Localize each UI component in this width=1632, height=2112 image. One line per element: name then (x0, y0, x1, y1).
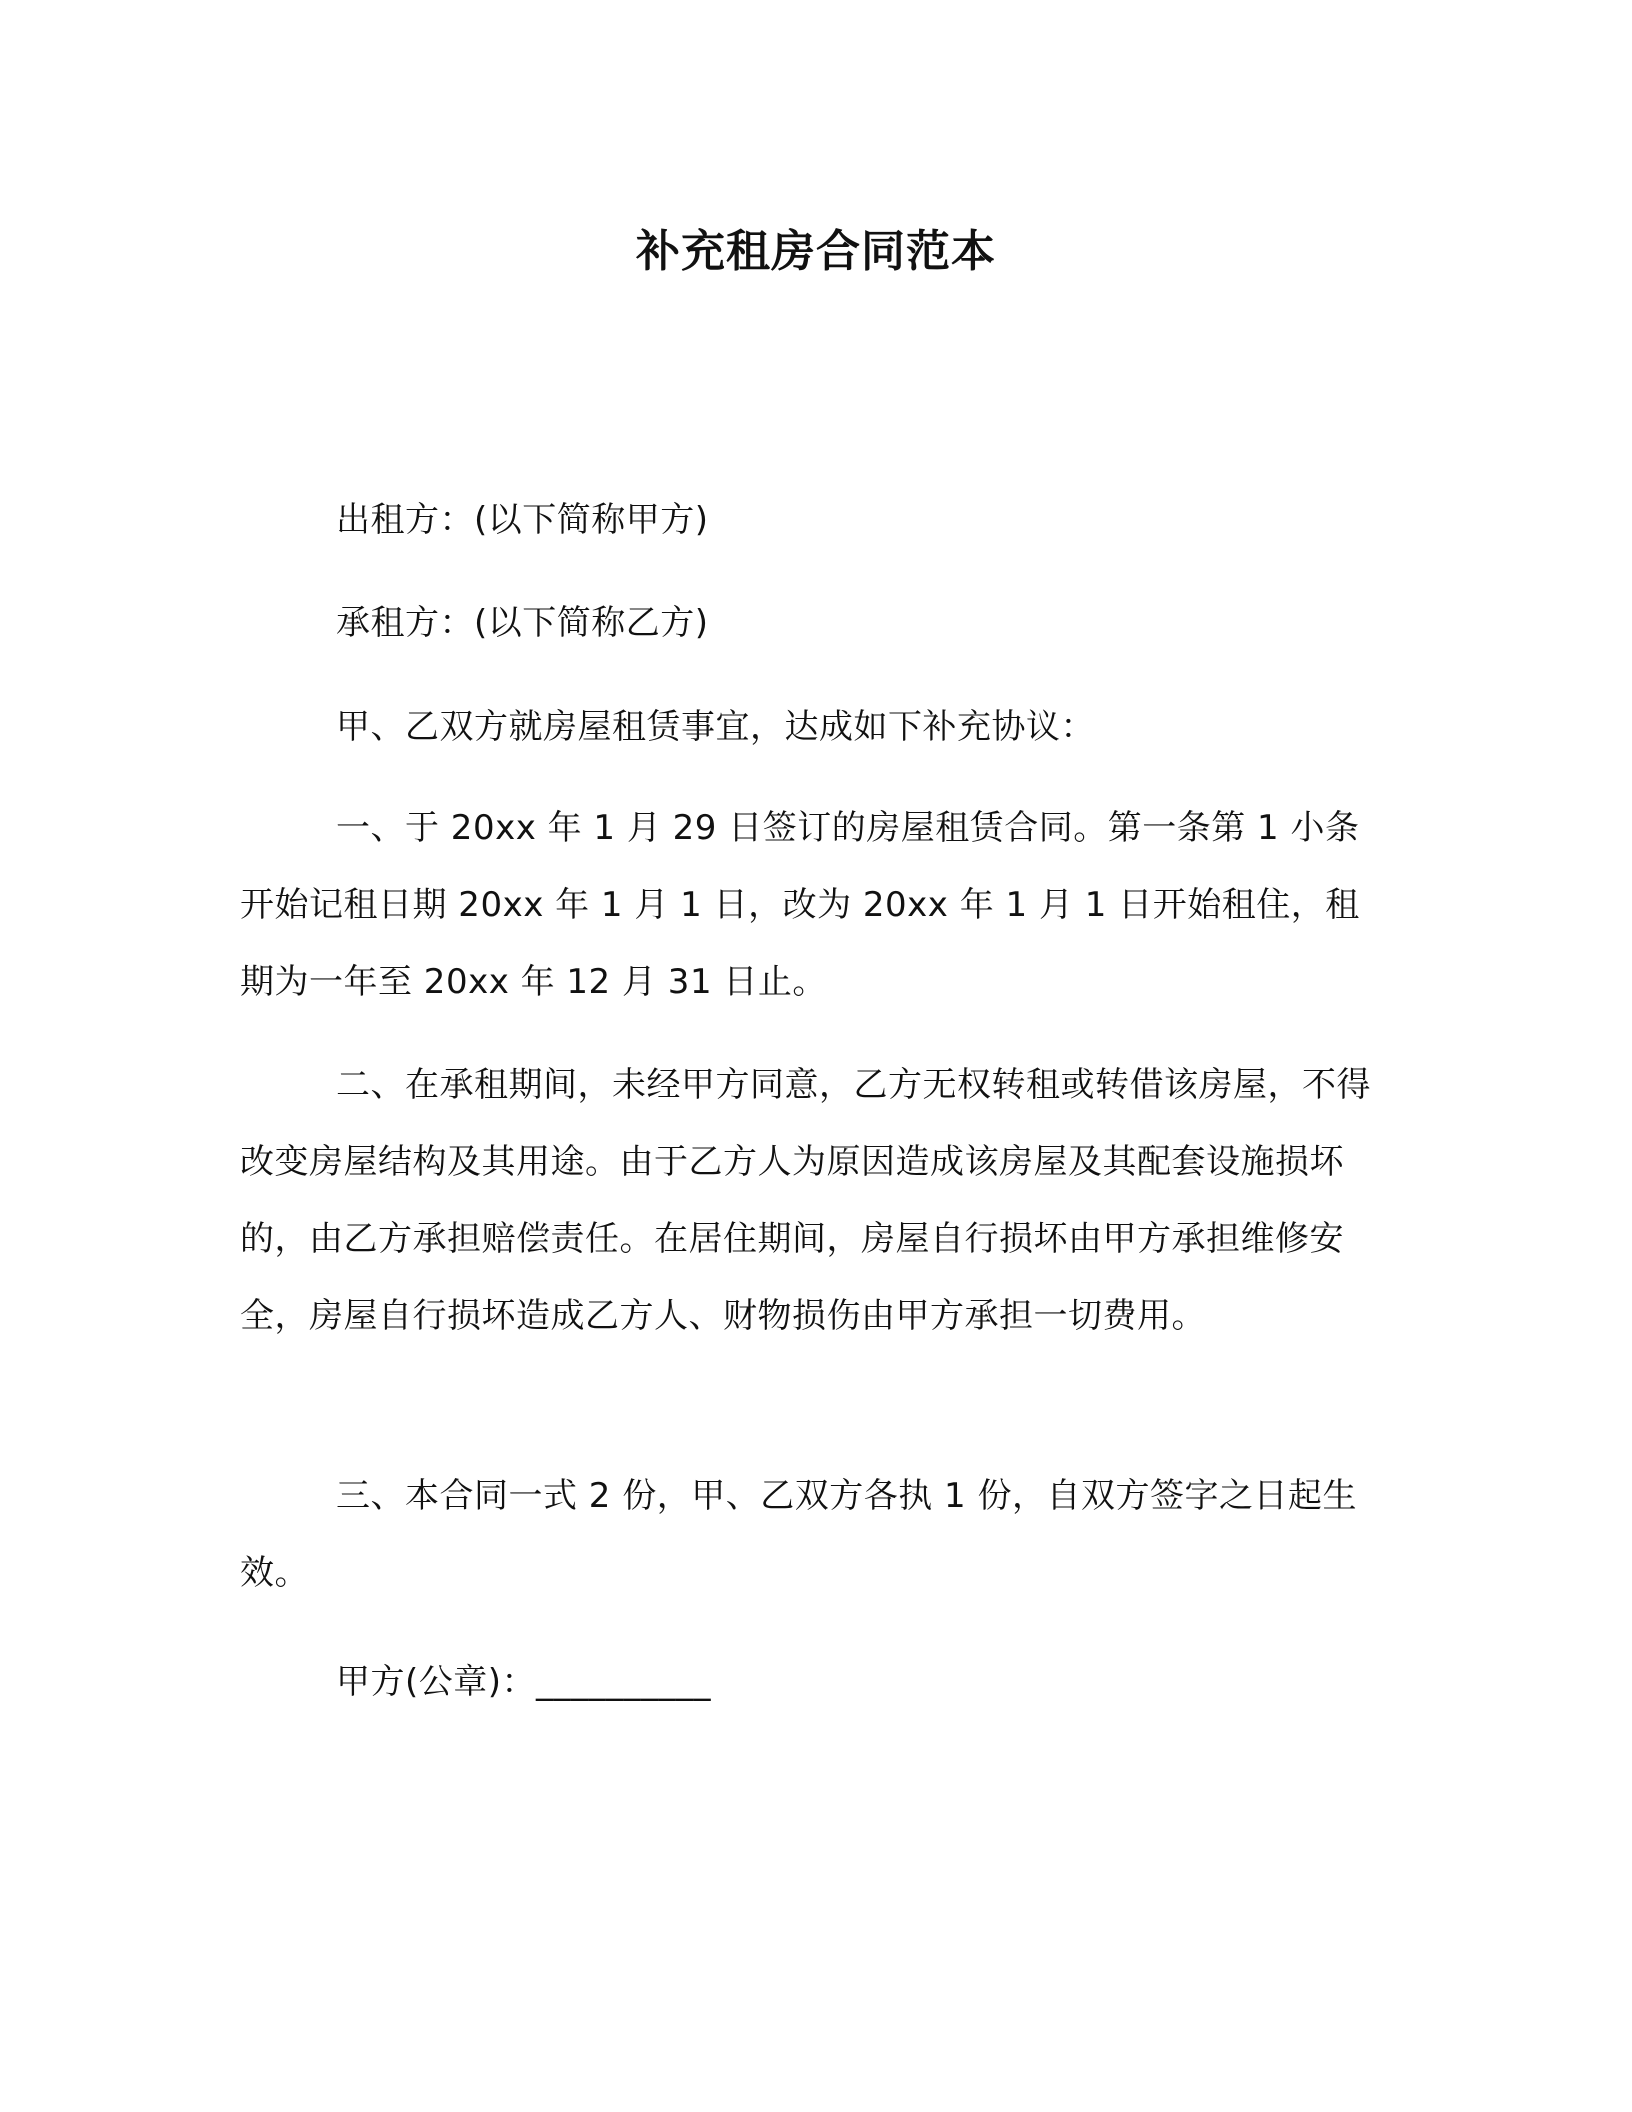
signature-row (336, 1652, 711, 1712)
intro-paragraph: 甲、乙双方就房屋租赁事宜，达成如下补充协议： (336, 707, 1095, 747)
clause-3-block (240, 1458, 1392, 1612)
lessee-line: 承租方：(以下简称乙方) (336, 603, 709, 643)
clause-2-block (240, 1047, 1392, 1355)
signature-blank: __________ (536, 1662, 712, 1702)
clause-1-paragraph: 一、于 20xx 年 1 月 29 日签订的房屋租赁合同。第一条第 1 小条开始记租日期 20xx 年 1 月 1 日，改为 20xx 年 1 月 1 日开始租住，租期为一年至 20xx 年 12 月 31 日止。 (240, 808, 1360, 1002)
clause-3-paragraph: 三、本合同一式 2 份，甲、乙双方各执 1 份，自双方签字之日起生效。 (240, 1476, 1357, 1593)
clause-1-block (240, 790, 1392, 1021)
clause-2-paragraph: 二、在承租期间，未经甲方同意，乙方无权转租或转借该房屋，不得改变房屋结构及其用途。由于乙方人为原因造成该房屋及其配套设施损坏的，由乙方承担赔偿责任。在居住期间，房屋自行损坏由甲方承担维修安全，房屋自行损坏造成乙方人、财物损伤由甲方承担一切费用。 (240, 1065, 1371, 1336)
document-title: 补充租房合同范本 (636, 226, 996, 277)
lessor-line: 出租方：(以下简称甲方) (336, 500, 709, 540)
signature-label: 甲方(公章)： (336, 1662, 537, 1702)
